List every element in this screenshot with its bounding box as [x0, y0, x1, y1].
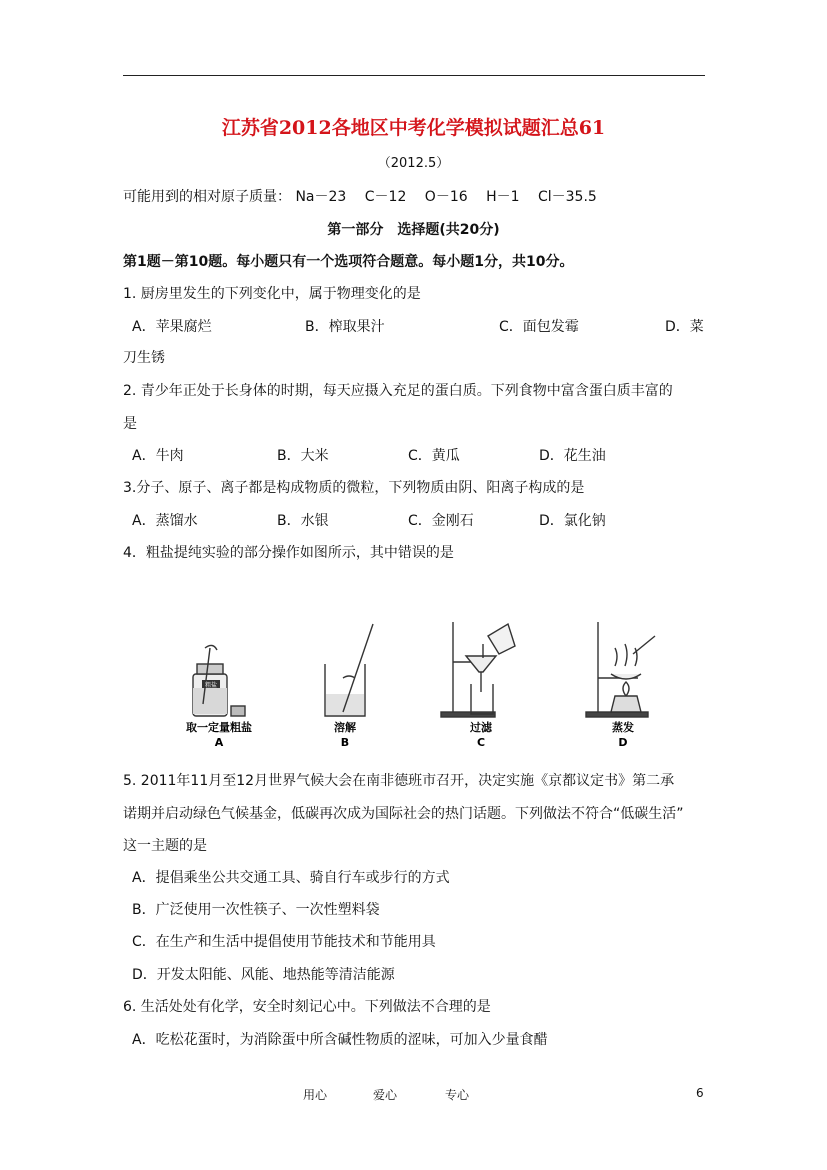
footer-slogan-3: 专心: [445, 1088, 470, 1102]
figure-c-letter: C: [476, 736, 486, 749]
footer-slogan-1: 用心: [303, 1088, 328, 1102]
question-2-option-c: C．黄瓜: [408, 448, 460, 464]
figure-c-filtration-setup: [441, 622, 515, 717]
question-6-option-a: A．吃松花蛋时，为消除蛋中所含碱性物质的涩味，可加入少量食醋: [132, 1032, 548, 1048]
question-3-option-c: C．金刚石: [408, 513, 474, 529]
figure-a-letter: A: [214, 736, 224, 749]
question-6-stem: 6. 生活处处有化学，安全时刻记心中。下列做法不合理的是: [123, 999, 491, 1015]
question-2-stem: 2. 青少年正处于长身体的时期，每天应摄入充足的蛋白质。下列食物中富含蛋白质丰富的: [123, 383, 673, 399]
question-2-stem-continued: 是: [123, 416, 137, 432]
question-5-option-a: A．提倡乘坐公共交通工具、骑自行车或步行的方式: [132, 870, 450, 886]
question-1-option-a: A．苹果腐烂: [132, 319, 212, 335]
salt-purification-figure: [183, 618, 668, 754]
question-1-option-d: D．菜: [665, 319, 704, 335]
question-5-line-1: 5. 2011年11月至12月世界气候大会在南非德班市召开，决定实施《京都议定书》第二承: [123, 773, 675, 789]
figure-a-label: 取一定量粗盐: [186, 721, 252, 734]
figure-c-label: 过滤: [470, 721, 492, 734]
page-number: 6: [696, 1086, 704, 1100]
document-title: 江苏省2012各地区中考化学模拟试题汇总61: [221, 117, 606, 139]
question-5-line-2: 诺期并启动绿色气候基金，低碳再次成为国际社会的热门话题。下列做法不符合“低碳生活”: [123, 806, 684, 822]
section-title: 第一部分 选择题(共20分): [327, 222, 500, 238]
atomic-masses-line: 可能用到的相对原子质量： Na－23 C－12 O－16 H－1 Cl－35.5: [123, 189, 597, 205]
question-5-line-3: 这一主题的是: [123, 838, 207, 854]
question-4-stem: 4．粗盐提纯实验的部分操作如图所示，其中错误的是: [123, 545, 454, 561]
question-5-option-b: B．广泛使用一次性筷子、一次性塑料袋: [132, 902, 380, 918]
section-instruction: 第1题－第10题。每小题只有一个选项符合题意。每小题1分，共10分。: [123, 254, 574, 270]
question-2-option-a: A．牛肉: [132, 448, 184, 464]
question-2-option-b: B．大米: [277, 448, 329, 464]
question-2-option-d: D．花生油: [539, 448, 606, 464]
question-1-stem: 1. 厨房里发生的下列变化中，属于物理变化的是: [123, 286, 421, 302]
question-5-option-c: C．在生产和生活中提倡使用节能技术和节能用具: [132, 934, 436, 950]
document-date: （2012.5）: [377, 156, 450, 171]
question-5-option-d: D．开发太阳能、风能、地热能等清洁能源: [132, 967, 395, 983]
figure-d-letter: D: [618, 736, 628, 749]
question-1-option-d-continued: 刀生锈: [123, 350, 165, 366]
question-3-option-a: A．蒸馏水: [132, 513, 198, 529]
question-3-stem: 3.分子、原子、离子都是构成物质的微粒，下列物质由阴、阳离子构成的是: [123, 480, 585, 496]
figure-a-bottle-label: 粗盐: [204, 682, 218, 689]
question-1-option-b: B．榨取果汁: [305, 319, 385, 335]
figure-b-letter: B: [340, 736, 350, 749]
footer-slogan-2: 爱心: [373, 1088, 398, 1102]
question-3-option-d: D．氯化钠: [539, 513, 606, 529]
question-1-option-c: C．面包发霉: [499, 319, 579, 335]
figure-d-label: 蒸发: [612, 721, 634, 734]
question-3-option-b: B．水银: [277, 513, 329, 529]
figure-b-label: 溶解: [334, 721, 356, 734]
figure-d-evaporation-setup: [586, 622, 655, 717]
figure-b-beaker-with-rod: [325, 624, 373, 716]
header-rule: [123, 75, 705, 76]
